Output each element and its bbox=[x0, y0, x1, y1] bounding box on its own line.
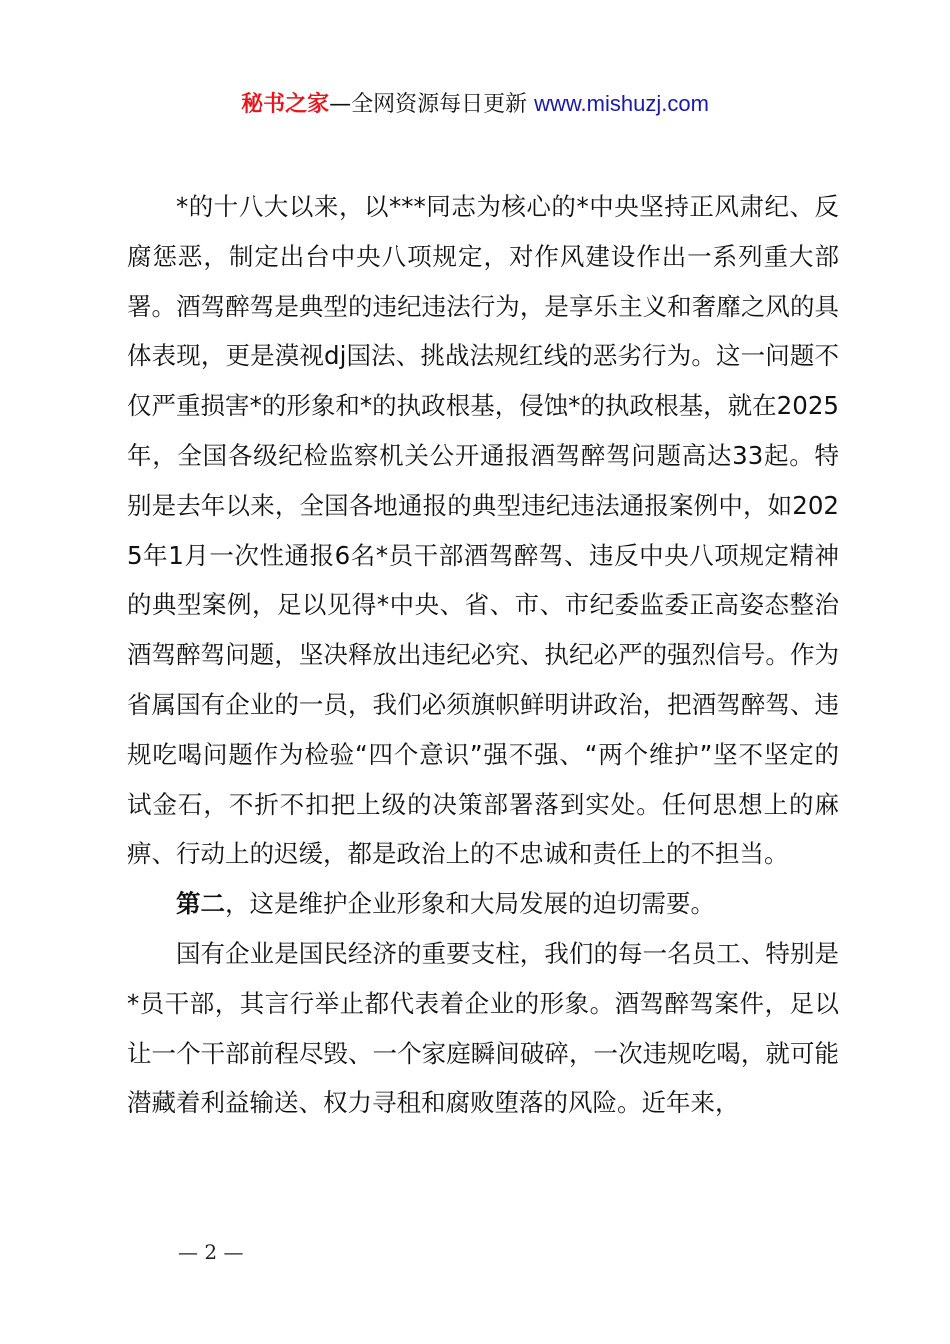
site-header bbox=[0, 88, 950, 121]
paragraph-3: 国有企业是国民经济的重要支柱，我们的每一名员工、特别是*员干部，其言行举止都代表着企业的形象。酒驾醉驾案件，足以让一个干部前程尽毁、一个家庭瞬间破碎，一次违规吃喝，就可能潜藏着利益输送、权力寻租和腐败堕落的风险。近年来， bbox=[127, 938, 839, 1118]
page-number: — 2 — bbox=[178, 1240, 244, 1264]
site-url[interactable]: www.mishuzj.com bbox=[534, 91, 709, 116]
site-tagline: —全网资源每日更新 bbox=[329, 92, 535, 117]
document-body bbox=[127, 182, 839, 1128]
paragraph-2-text: ，这是维护企业形象和大局发展的迫切需要。 bbox=[225, 889, 715, 919]
site-brand: 秘书之家 bbox=[241, 92, 330, 117]
paragraph-2 bbox=[127, 879, 839, 929]
paragraph-2-heading: 第二 bbox=[176, 889, 225, 919]
paragraph-1: *的十八大以来，以***同志为核心的*中央坚持正风肃纪、反腐惩恶，制定出台中央八项规定，对作风建设作出一系列重大部署。酒驾醉驾是典型的违纪违法行为，是享乐主义和奢靡之风的具体表现，更是漠视dj国法、挑战法规红线的恶劣行为。这一问题不仅严重损害*的形象和*的执政根基，侵蚀*的执政根基，就在2025年，全国各级纪检监察机关公开通报酒驾醉驾问题高达33起。特别是去年以来，全国各地通报的典型违纪违法通报案例中，如2025年1月一次性通报6名*员干部酒驾醉驾、违反中央八项规定精神的典型案例，足以见得*中央、省、市、市纪委监委正高姿态整治酒驾醉驾问题，坚决释放出违纪必究、执纪必严的强烈信号。作为省属国有企业的一员，我们必须旗帜鲜明讲政治，把酒驾醉驾、违规吃喝问题作为检验“四个意识”强不强、“两个维护”坚不坚定的试金石，不折不扣把上级的决策部署落到实处。任何思想上的麻痹、行动上的迟缓，都是政治上的不忠诚和责任上的不担当。 bbox=[127, 192, 839, 869]
